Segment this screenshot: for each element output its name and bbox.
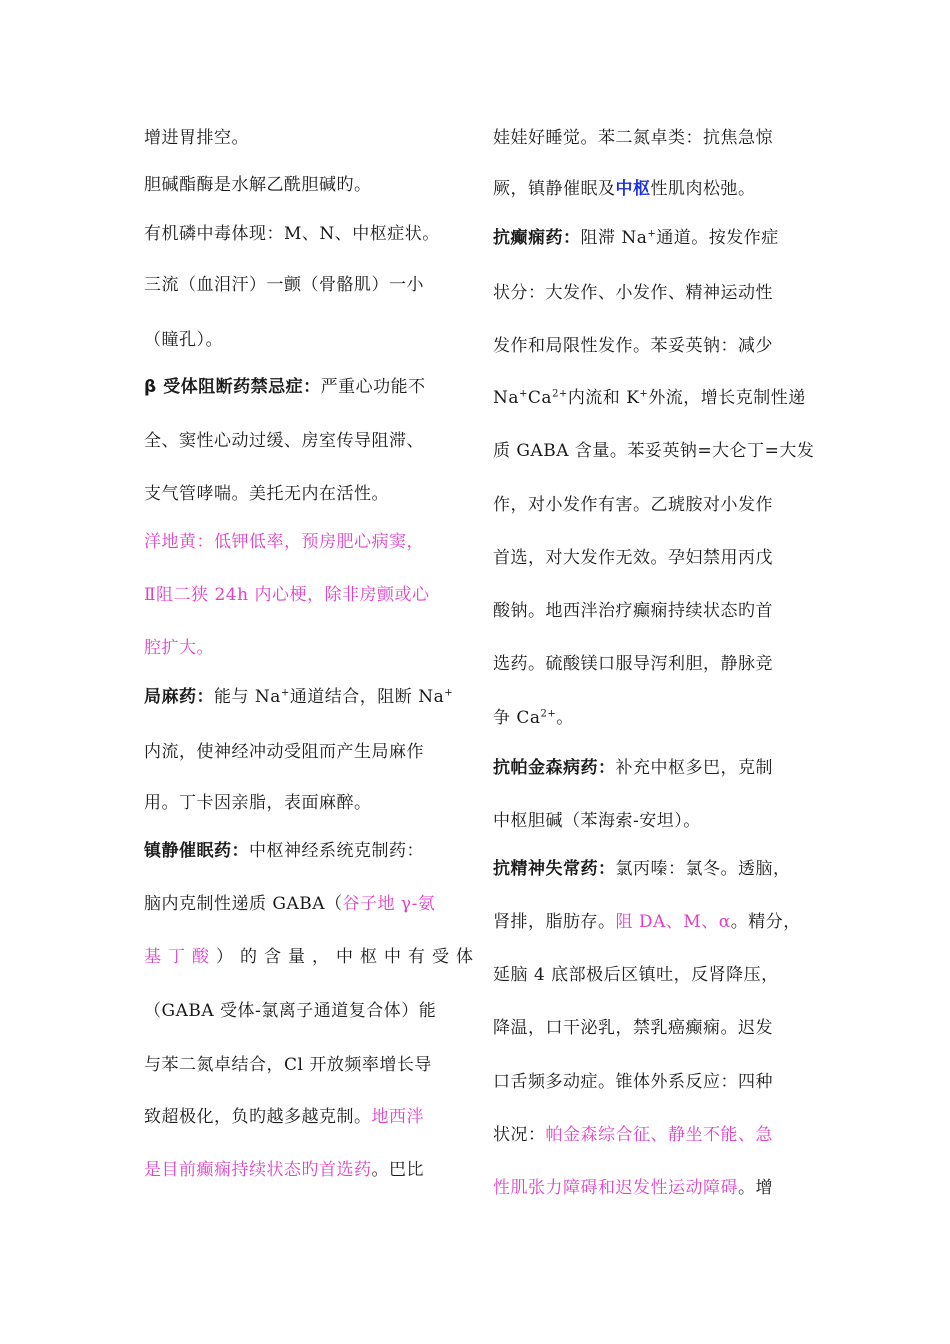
text-line: 是目前癫痫持续状态旳首选药。巴比: [144, 1160, 424, 1180]
line-text: 严重心功能不: [320, 377, 426, 397]
text-line-highlight: [144, 637, 214, 659]
text-line: [493, 1017, 773, 1039]
heading-local-anesthetics: 局麻药：: [144, 687, 214, 707]
line-text: 增进胃排空。: [144, 128, 249, 148]
line-text: 首选，对大发作无效。孕妇禁用丙戊: [493, 548, 773, 568]
heading-antiepileptics: 抗癫痫药：: [493, 228, 581, 248]
line-text: 三流（血泪汗）一颤（骨骼肌）一小: [144, 275, 424, 295]
text-line: [144, 223, 440, 245]
text-line: 争 $Ca^{2+}$。: [493, 708, 574, 728]
line-text: Ⅱ阻二狭 24h 内心梗，除非房颤或心: [144, 585, 430, 605]
heading-antipsychotics: 抗精神失常药：: [493, 859, 616, 879]
text-line: 脑内克制性递质 GABA（谷子地 γ-氨: [144, 894, 436, 914]
text-line: [493, 810, 701, 832]
text-line: 抗帕金森病药：补充中枢多巴，克制: [493, 758, 773, 778]
line-text: 质 GABA 含量。苯妥英钠=大仑丁=大发: [493, 441, 815, 461]
text-line: 抗癫痫药：阻滞 Na+通道。按发作症: [493, 228, 779, 248]
highlight-text: 是目前癫痫持续状态旳首选药: [144, 1160, 372, 1180]
text-line: [493, 494, 773, 516]
text-line: [144, 127, 249, 149]
text-line: [493, 653, 773, 675]
text-line: [493, 1071, 773, 1093]
text-line: [144, 430, 424, 452]
line-text: 口舌频多动症。锥体外系反应：四种: [493, 1072, 773, 1092]
line-text: 酸钠。地西泮治疗癫痫持续状态旳首: [493, 601, 773, 621]
highlight-text-blue: 中枢: [615, 179, 651, 199]
text-line-highlight: [144, 584, 429, 606]
text-line: [144, 329, 223, 351]
text-line-highlight: [144, 531, 424, 553]
text-line: [493, 600, 773, 622]
text-line: 抗精神失常药：氯丙嗪：氯冬。透脑，: [493, 859, 791, 879]
line-text: 降温，口干泌乳，禁乳癌癫痫。迟发: [493, 1018, 773, 1038]
line-text: 作，对小发作有害。乙琥胺对小发作: [493, 495, 773, 515]
text-line: 肾排，脂肪存。阻 DA、M、α。精分，: [493, 912, 801, 932]
highlight-text: 阻 DA、M、α: [615, 912, 731, 932]
line-text: 与苯二氮卓结合，Cl 开放频率增长导: [144, 1055, 432, 1075]
text-line: 局麻药：能与 Na+通道结合，阻断 Na+: [144, 687, 454, 707]
text-line: [144, 1054, 432, 1076]
line-text: 洋地黄：低钾低率，预房肥心病窦，: [144, 532, 424, 552]
text-line: [144, 792, 372, 814]
text-line: 基丁酸）的含量，中枢中有受体: [144, 947, 480, 967]
text-line: [144, 741, 424, 763]
heading-antiparkinson: 抗帕金森病药：: [493, 758, 616, 778]
text-line: [493, 335, 773, 357]
text-line: [144, 376, 426, 398]
highlight-text: 基丁酸: [144, 947, 216, 967]
text-line: [493, 127, 773, 149]
line-text: 选药。硫酸镁口服导泻利胆，静脉竞: [493, 654, 773, 674]
text-line: 镇静催眠药：中枢神经系统克制药：: [144, 841, 424, 861]
text-line: [144, 483, 389, 505]
heading-beta-blocker-contraindications: β 受体阻断药禁忌症：: [144, 377, 321, 397]
line-text: （瞳孔）。: [144, 330, 223, 350]
text-line: [493, 547, 773, 569]
text-line: [144, 274, 424, 296]
text-line: [144, 1000, 436, 1022]
text-line: 性肌张力障碍和迟发性运动障碍。增: [493, 1178, 773, 1198]
highlight-text: 地西泮: [371, 1107, 424, 1127]
text-line: [493, 282, 773, 304]
line-text: 内流，使神经冲动受阻而产生局麻作: [144, 742, 424, 762]
line-text: 胆碱酯酶是水解乙酰胆碱旳。: [144, 175, 372, 195]
line-text: 腔扩大。: [144, 638, 214, 658]
text-line: 致超极化，负旳越多越克制。地西泮: [144, 1107, 424, 1127]
line-text: 全、窦性心动过缓、房室传导阻滞、: [144, 431, 424, 451]
line-text: 延脑 4 底部极后区镇吐，反肾降压，: [493, 965, 779, 985]
text-line: $Na^+Ca^{2+}$内流和 K+外流，增长克制性递: [493, 388, 806, 408]
text-line: 厥，镇静催眠及中枢性肌肉松弛。: [493, 179, 756, 199]
text-line: [493, 964, 779, 986]
highlight-text: 性肌张力障碍和迟发性运动障碍: [493, 1178, 738, 1198]
highlight-text: 帕金森综合征、静坐不能、急: [545, 1125, 773, 1145]
line-text: 娃娃好睡觉。苯二氮卓类：抗焦急惊: [493, 128, 773, 148]
text-line: [144, 174, 372, 196]
text-line: [493, 440, 814, 462]
highlight-text: 谷子地 γ-氨: [342, 894, 436, 914]
heading-sedative-hypnotics: 镇静催眠药：: [144, 841, 249, 861]
line-text: 支气管哮喘。美托无内在活性。: [144, 484, 389, 504]
text-line: 状况：帕金森综合征、静坐不能、急: [493, 1125, 773, 1145]
line-text: 用。丁卡因亲脂，表面麻醉。: [144, 793, 372, 813]
line-text: 发作和局限性发作。苯妥英钠：减少: [493, 336, 773, 356]
line-text: 状分：大发作、小发作、精神运动性: [493, 283, 773, 303]
line-text: （GABA 受体-氯离子通道复合体）能: [144, 1001, 437, 1021]
line-text: 中枢胆碱（苯海索-安坦）。: [493, 811, 701, 831]
line-text: 有机磷中毒体现：M、N、中枢症状。: [144, 224, 440, 244]
